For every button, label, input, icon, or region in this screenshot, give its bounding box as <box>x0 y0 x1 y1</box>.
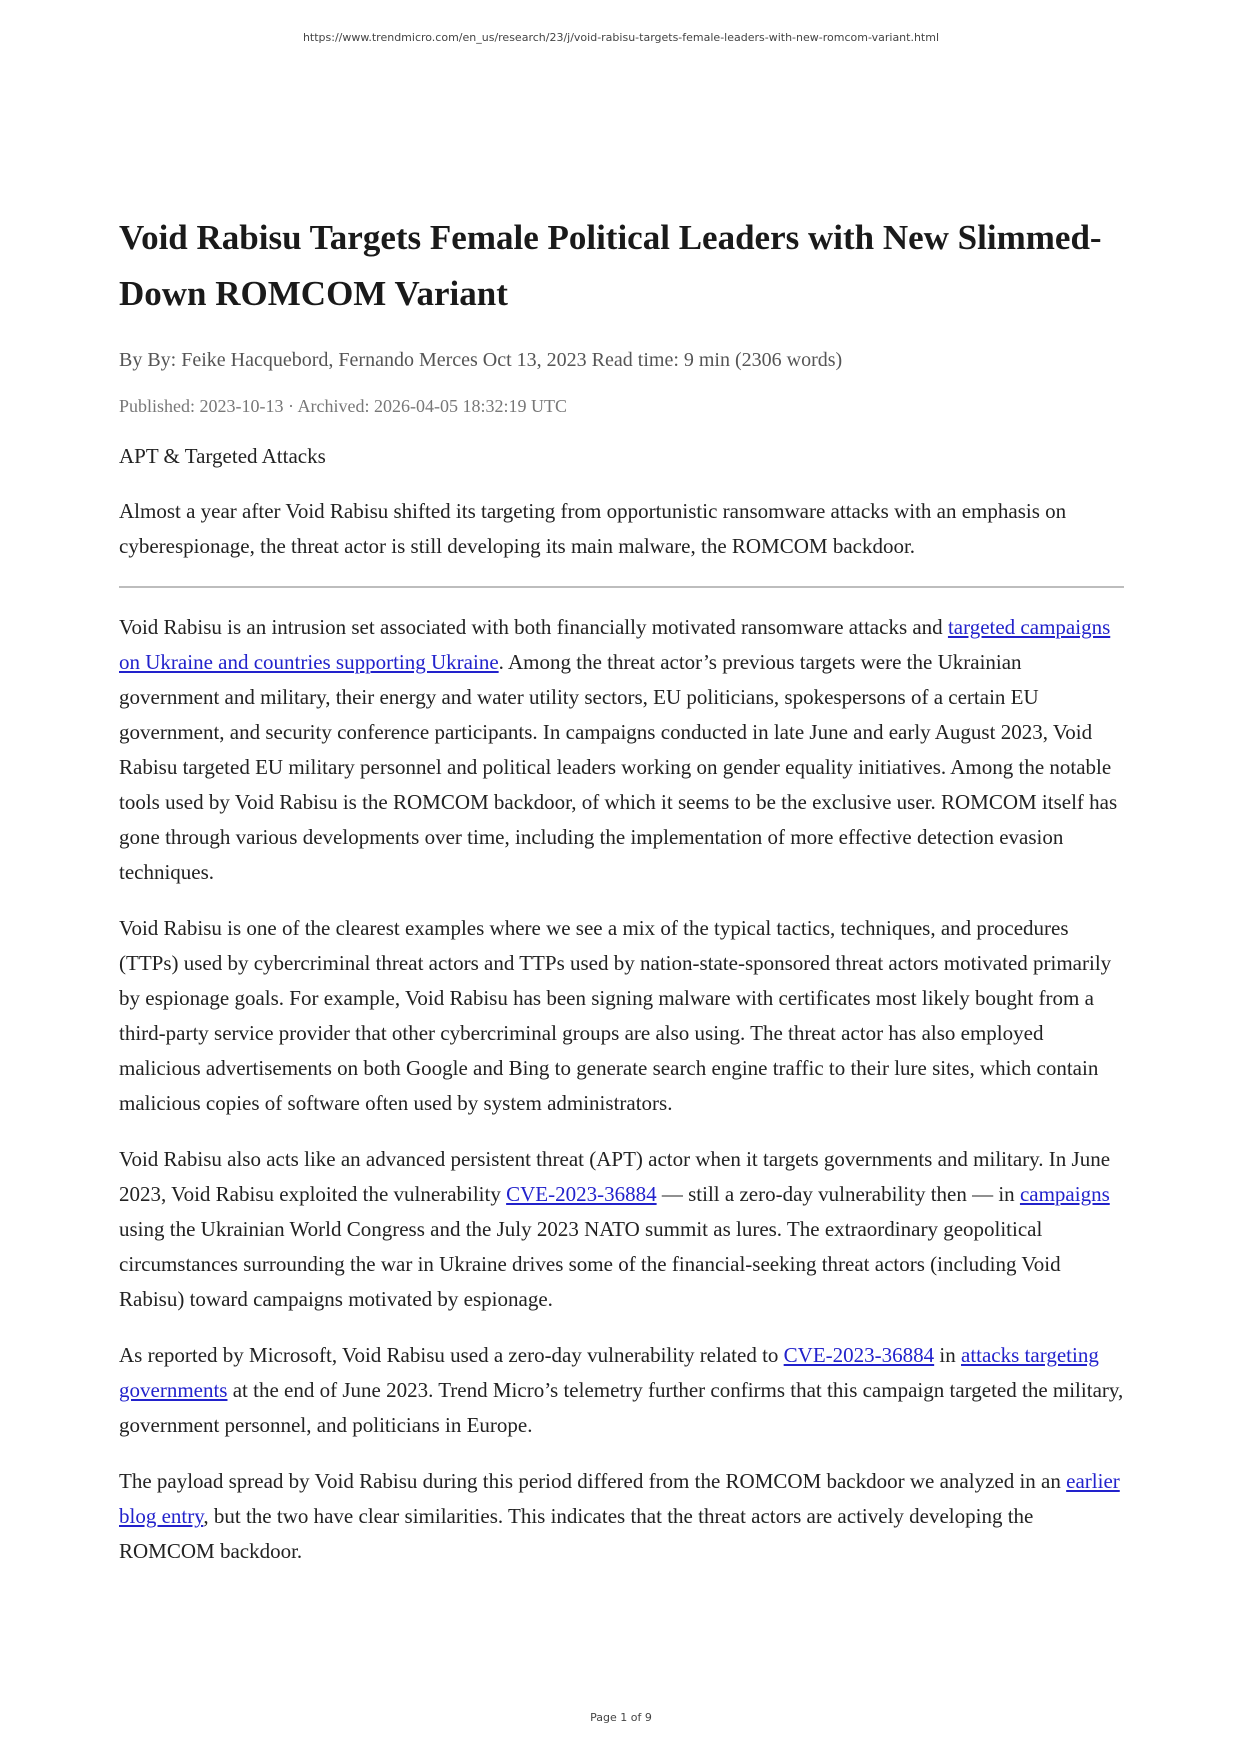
article-category: APT & Targeted Attacks <box>119 444 326 468</box>
link-targeted-campaigns[interactable]: targeted campaigns on Ukraine and countries supporting Ukraine <box>119 615 1111 674</box>
paragraph-text: As reported by Microsoft, Void Rabisu used a zero-day vulnerability related to <box>119 1343 784 1367</box>
paragraph-text: Void Rabisu also acts like an advanced persistent threat (APT) actor when it targets governments and military. In June 2023, Void Rabisu exploited the vulnerability <box>119 1147 1111 1206</box>
paragraph-intro <box>119 610 1124 890</box>
paragraph-ttps: Void Rabisu is one of the clearest examples where we see a mix of the typical tactics, techniques, and procedures (TTPs) used by cybercriminal threat actors and TTPs used by nation-state-sponsored threat actors motivated primarily by espionage goals. For example, Void Rabisu has been signing malware with certificates most likely bought from a third-party service provider that other cybercriminal groups are also using. The threat actor has also employed malicious advertisements on both Google and Bing to generate search engine traffic to their lure sites, which contain malicious copies of software often used by system administrators. <box>119 916 1112 1115</box>
article-title: Void Rabisu Targets Female Political Leaders with New Slimmed-Down ROMCOM Variant <box>119 218 1102 313</box>
paragraph-text: at the end of June 2023. Trend Micro’s telemetry further confirms that this campaign targeted the military, government personnel, and politicians in Europe. <box>119 1378 1124 1437</box>
paragraph-text: , but the two have clear similarities. This indicates that the threat actors are actively developing the ROMCOM backdoor. <box>119 1504 1034 1563</box>
article-byline: By By: Feike Hacquebord, Fernando Merces Oct 13, 2023 Read time: 9 min (2306 words) <box>119 349 843 371</box>
link-campaigns[interactable]: campaigns <box>1019 1182 1110 1206</box>
paragraph-text: . Among the threat actor’s previous targets were the Ukrainian government and military, their energy and water utility sectors, EU politicians, spokespersons of a certain EU government, and security conference participants. In campaigns conducted in late June and early August 2023, Void Rabisu targeted EU military personnel and political leaders working on gender equality initiatives. Among the notable tools used by Void Rabisu is the ROMCOM backdoor, of which it seems to be the exclusive user. ROMCOM itself has gone through various developments over time, including the implementation of more effective detection evasion techniques. <box>119 650 1118 884</box>
paragraph-text: in <box>934 1343 961 1367</box>
divider <box>119 586 1124 588</box>
paragraph-text: using the Ukrainian World Congress and the July 2023 NATO summit as lures. The extraordinary geopolitical circumstances surrounding the war in Ukraine drives some of the financial-seeking threat actors (including Void Rabisu) toward campaigns motivated by espionage. <box>119 1217 1061 1311</box>
link-earlier-blog-entry[interactable]: earlier blog entry <box>119 1469 1120 1528</box>
link-attacks-targeting-governments[interactable]: attacks targeting governments <box>119 1343 1099 1402</box>
article-body <box>119 610 1124 1569</box>
page-url-header: https://www.trendmicro.com/en_us/research/23/j/void-rabisu-targets-female-leaders-with-new-romcom-variant.html <box>302 31 940 44</box>
link-cve-2023-36884-second[interactable]: CVE-2023-36884 <box>783 1343 935 1367</box>
paragraph-payload <box>119 1464 1124 1569</box>
paragraph-text: — still a zero-day vulnerability then — in <box>656 1182 1020 1206</box>
article <box>119 210 1124 1590</box>
archive-metadata: Published: 2023-10-13 · Archived: 2026-04-05 18:32:19 UTC <box>119 396 567 416</box>
paragraph-text: The payload spread by Void Rabisu during this period differed from the ROMCOM backdoor we analyzed in an <box>119 1469 1067 1493</box>
page-number: Page 1 of 9 <box>590 1711 652 1724</box>
paragraph-microsoft <box>119 1338 1124 1443</box>
paragraph-text: Void Rabisu is an intrusion set associated with both financially motivated ransomware attacks and <box>119 615 948 639</box>
link-cve-2023-36884[interactable]: CVE-2023-36884 <box>506 1182 657 1206</box>
paragraph-apt <box>119 1142 1124 1317</box>
article-lede: Almost a year after Void Rabisu shifted its targeting from opportunistic ransomware attacks with an emphasis on cyberespionage, the threat actor is still developing its main malware, the ROMCOM backdoor. <box>119 499 1067 558</box>
